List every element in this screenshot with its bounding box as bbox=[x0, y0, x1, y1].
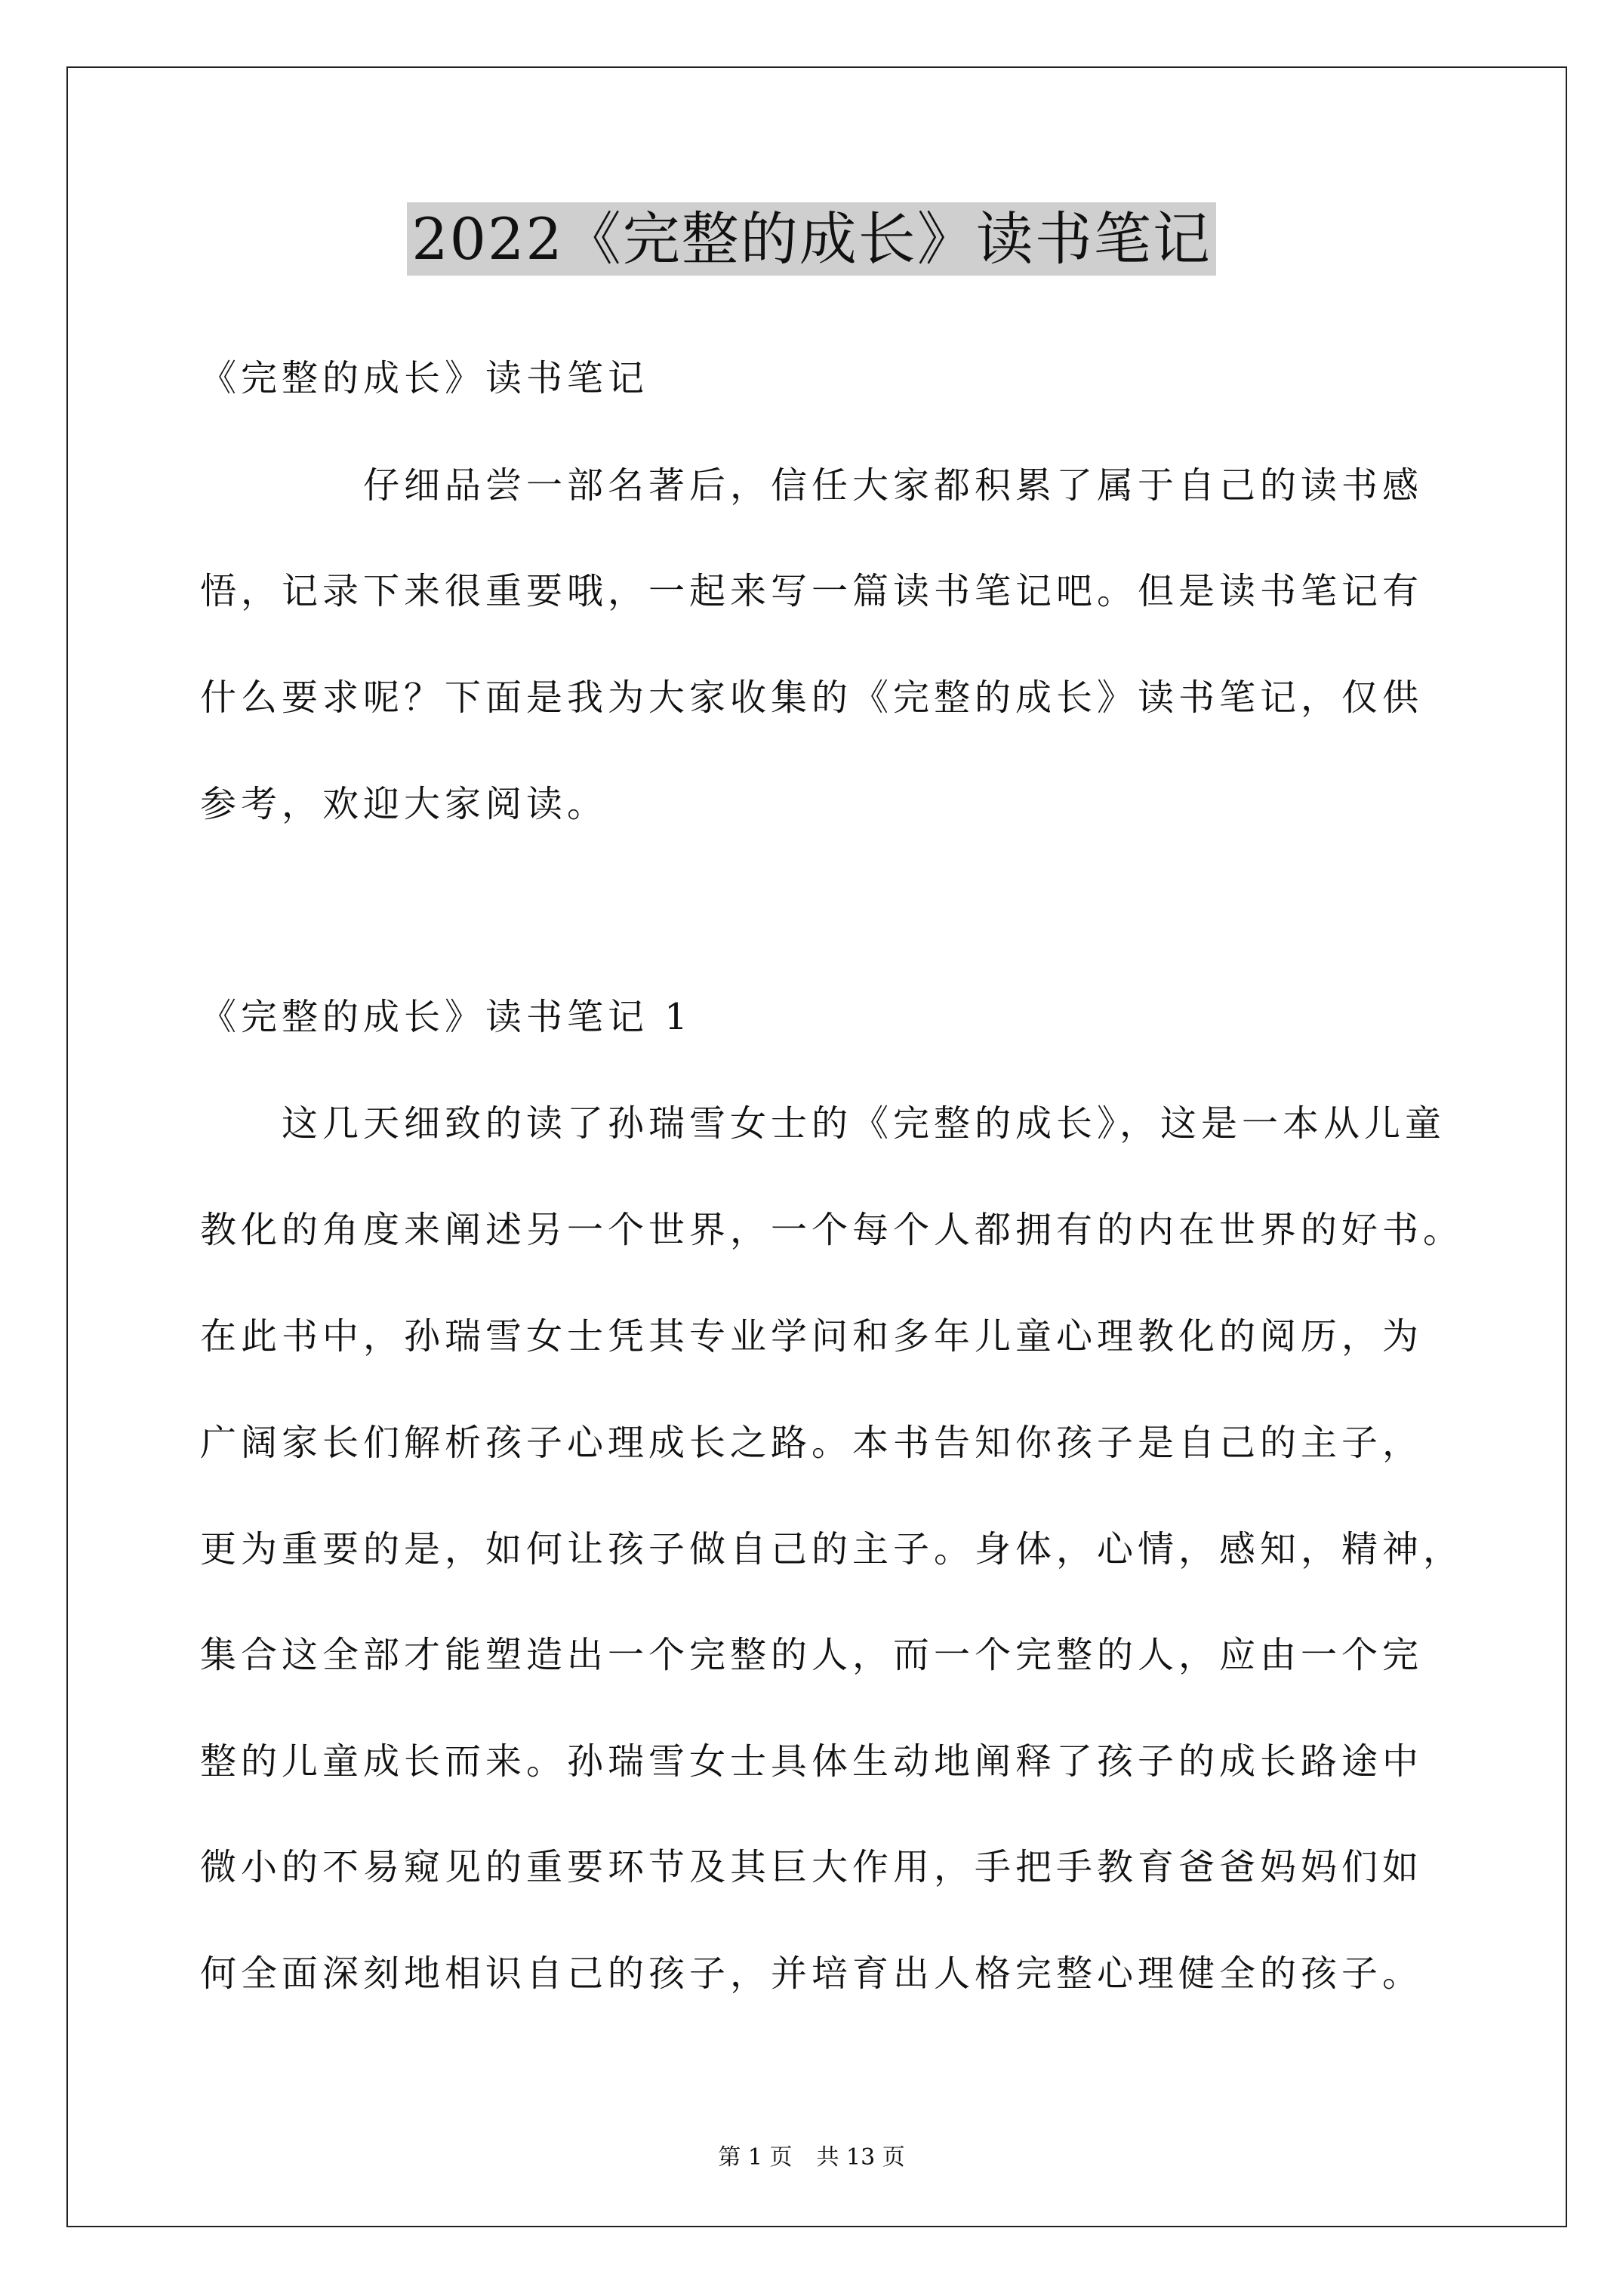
paragraph-line: 广阔家长们解析孩子心理成长之路。本书告知你孩子是自己的主子， bbox=[200, 1422, 1424, 1464]
paragraph-line: 参考，欢迎大家阅读。 bbox=[200, 783, 608, 825]
document-title-text: 2022《完整的成长》读书笔记 bbox=[407, 202, 1215, 276]
page-number: 第 1 页 bbox=[718, 2144, 793, 2171]
section-heading-intro: 《完整的成长》读书笔记 bbox=[200, 357, 649, 399]
page-total: 共 13 页 bbox=[816, 2144, 905, 2171]
paragraph-line: 何全面深刻地相识自己的孩子，并培育出人格完整心理健全的孩子。 bbox=[200, 1952, 1424, 1995]
paragraph-line: 集合这全部才能塑造出一个完整的人，而一个完整的人，应由一个完 bbox=[200, 1634, 1424, 1676]
paragraph-line: 这几天细致的读了孙瑞雪女士的《完整的成长》，这是一本从儿童 bbox=[200, 1102, 1446, 1145]
paragraph-line: 教化的角度来阐述另一个世界，一个每个人都拥有的内在世界的好书。 bbox=[200, 1209, 1464, 1251]
section-heading-note-1: 《完整的成长》读书笔记 1 bbox=[200, 996, 692, 1038]
page-footer bbox=[0, 2143, 1623, 2173]
paragraph-line: 什么要求呢？下面是我为大家收集的《完整的成长》读书笔记，仅供 bbox=[200, 676, 1424, 719]
paragraph-line: 在此书中，孙瑞雪女士凭其专业学问和多年儿童心理教化的阅历，为 bbox=[200, 1315, 1424, 1358]
document-title bbox=[0, 198, 1623, 281]
paragraph-line: 整的儿童成长而来。孙瑞雪女士具体生动地阐释了孩子的成长路途中 bbox=[200, 1740, 1424, 1783]
paragraph-line: 更为重要的是，如何让孩子做自己的主子。身体，心情，感知，精神， bbox=[200, 1528, 1464, 1570]
paragraph-line: 悟，记录下来很重要哦，一起来写一篇读书笔记吧。但是读书笔记有 bbox=[200, 570, 1424, 612]
paragraph-line: 仔细品尝一部名著后，信任大家都积累了属于自己的读书感 bbox=[200, 464, 1424, 507]
paragraph-line: 微小的不易窥见的重要环节及其巨大作用，手把手教育爸爸妈妈们如 bbox=[200, 1846, 1424, 1888]
